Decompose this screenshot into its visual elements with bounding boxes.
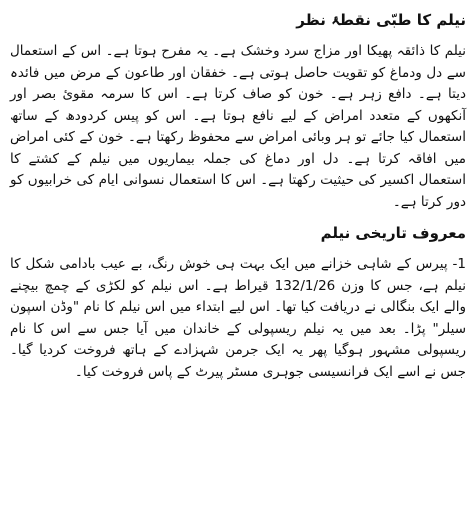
section-heading-medical-view: نیلم کا طبّی نقطۂ نظر [296,11,466,29]
section-heading-famous-sapphires: معروف تاریخی نیلم [320,224,466,242]
medical-view-paragraph: نیلم کا ذائقہ پھیکا اور مزاج سرد وخشک ہے۔ یہ مفرح ہوتا ہے۔ اس کے استعمال سے دل ودماغ کو تقویت حاصل ہوتی ہے۔ خفقان اور طاعون کے مرض میں فائدہ دیتا ہے۔ دافع زہر ہے۔ خون کو صاف کرتا ہے۔ اس کا سرمہ مقوئ بصر اور آنکھوں کے متعدد امراض کے لیے نافع ہوتا ہے۔ اس کو پیس کردودھ کے ساتھ استعمال کیا جائے تو ہر وبائی امراض سے محفوظ رکھتا ہے۔ خون کے کئی امراض میں افاقہ کرتا ہے۔ دل اور دماغ کی جملہ بیماریوں میں نیلم کے کشتے کا استعمال اکسیر کی حیثیت رکھتا ہے۔ اس کا استعمال نسوانی ایام کی خرابیوں کو دور کرتا ہے۔ [10,43,466,210]
famous-sapphire-paragraph: 1- پیرس کے شاہی خزانے میں ایک بہت ہی خوش رنگ، بے عیب بادامی شکل کا نیلم ہے، جس کا وزن 132/1/26 قیراط ہے۔ اس نیلم کو لکڑی کے چمچ بیچنے والے ایک بنگالی نے دریافت کیا تھا۔ اس لیے ابتداء میں اس نیلم کا نام "وڈن اسپون سیلر" پڑا۔ بعد میں یہ نیلم ریسپولی کے خاندان میں آیا جس سے اس کا نام ریسپولی مشہور ہوگیا پھر یہ ایک جرمن شہزادے کے ہاتھ فروخت کردیا گیا۔ جس نے اسے ایک فرانسیسی جوہری مسٹر پیرٹ کے پاس فروخت کیا۔ [10,256,467,380]
